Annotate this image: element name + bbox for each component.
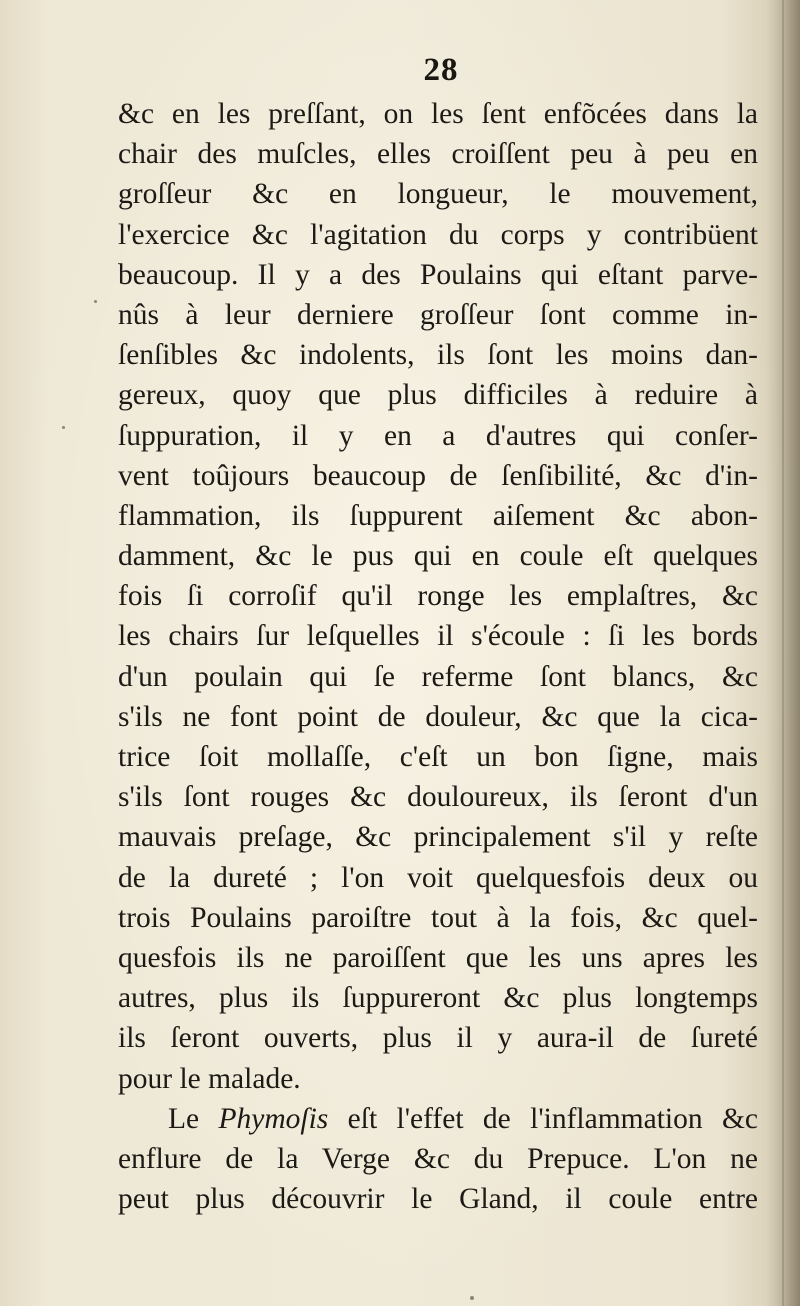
text-line: vent toûjours beaucoup de ſenſibilité, &c d'in- [118,459,758,492]
text-line: gereux, quoy que plus difficiles à reduire à [118,379,758,412]
text-line: l'exercice &c l'agitation du corps y contribüent [118,218,758,251]
text-line: fois ſi corroſif qu'il ronge les emplaſtres, &c [118,580,758,613]
text-line: s'ils ſont rouges &c douloureux, ils ſeront d'un [118,781,758,814]
text-line: flammation, ils ſuppurent aiſement &c abon- [118,499,758,532]
text-line: &c en les preſſant, on les ſent enfõcées dans la [118,98,758,130]
paragraph-rest: eſt l'effet de l'inflammation &c [328,1102,758,1135]
text-line: pour le malade. [118,1062,301,1095]
text-line: de la dureté ; l'on voit quelquesfois deux ou [118,861,758,894]
text-line: les chairs ſur leſquelles il s'écoule : ſi les bords [118,620,758,653]
text-line: mauvais preſage, &c principalement s'il y reſte [118,821,758,854]
paragraph-start-line [118,1099,758,1139]
body-text [118,94,758,1219]
text-line: s'ils ne font point de douleur, &c que la cica- [118,700,758,733]
page-number: 28 [423,52,459,88]
text-line: quesfois ils ne paroiſſent que les uns apres les [118,941,758,974]
text-line: nûs à leur derniere groſſeur ſont comme in- [118,298,758,331]
italic-term: Phymoſis [218,1102,329,1135]
text-line: enflure de la Verge &c du Prepuce. L'on ne [118,1142,758,1175]
text-line: trois Poulains paroiſtre tout à la fois, &c quel- [118,901,758,934]
text-line: ils ſeront ouverts, plus il y aura-il de ſureté [118,1022,758,1055]
text-line: beaucoup. Il y a des Poulains qui eſtant parve- [118,258,758,291]
text-line: trice ſoit mollaſſe, c'eſt un bon ſigne, mais [118,741,758,773]
text-line: d'un poulain qui ſe referme ſont blancs, &c [118,660,758,693]
page-edge-line [782,0,784,1306]
paragraph-lead: Le [168,1102,219,1135]
text-line: peut plus découvrir le Gland, il coule entre [118,1183,758,1216]
text-line: groſſeur &c en longueur, le mouvement, [118,178,758,211]
text-line: chair des muſcles, elles croiſſent peu à peu en [118,138,758,171]
paper-speck [94,300,97,303]
text-line: ſuppuration, il y en a d'autres qui conſer- [118,419,758,452]
paper-speck [62,426,65,429]
text-line: ſenſibles &c indolents, ils ſont les moins dan- [118,339,758,372]
paper-speck [470,1296,474,1300]
text-line: autres, plus ils ſuppureront &c plus longtemps [118,982,758,1015]
text-line: damment, &c le pus qui en coule eſt quelques [118,540,758,573]
